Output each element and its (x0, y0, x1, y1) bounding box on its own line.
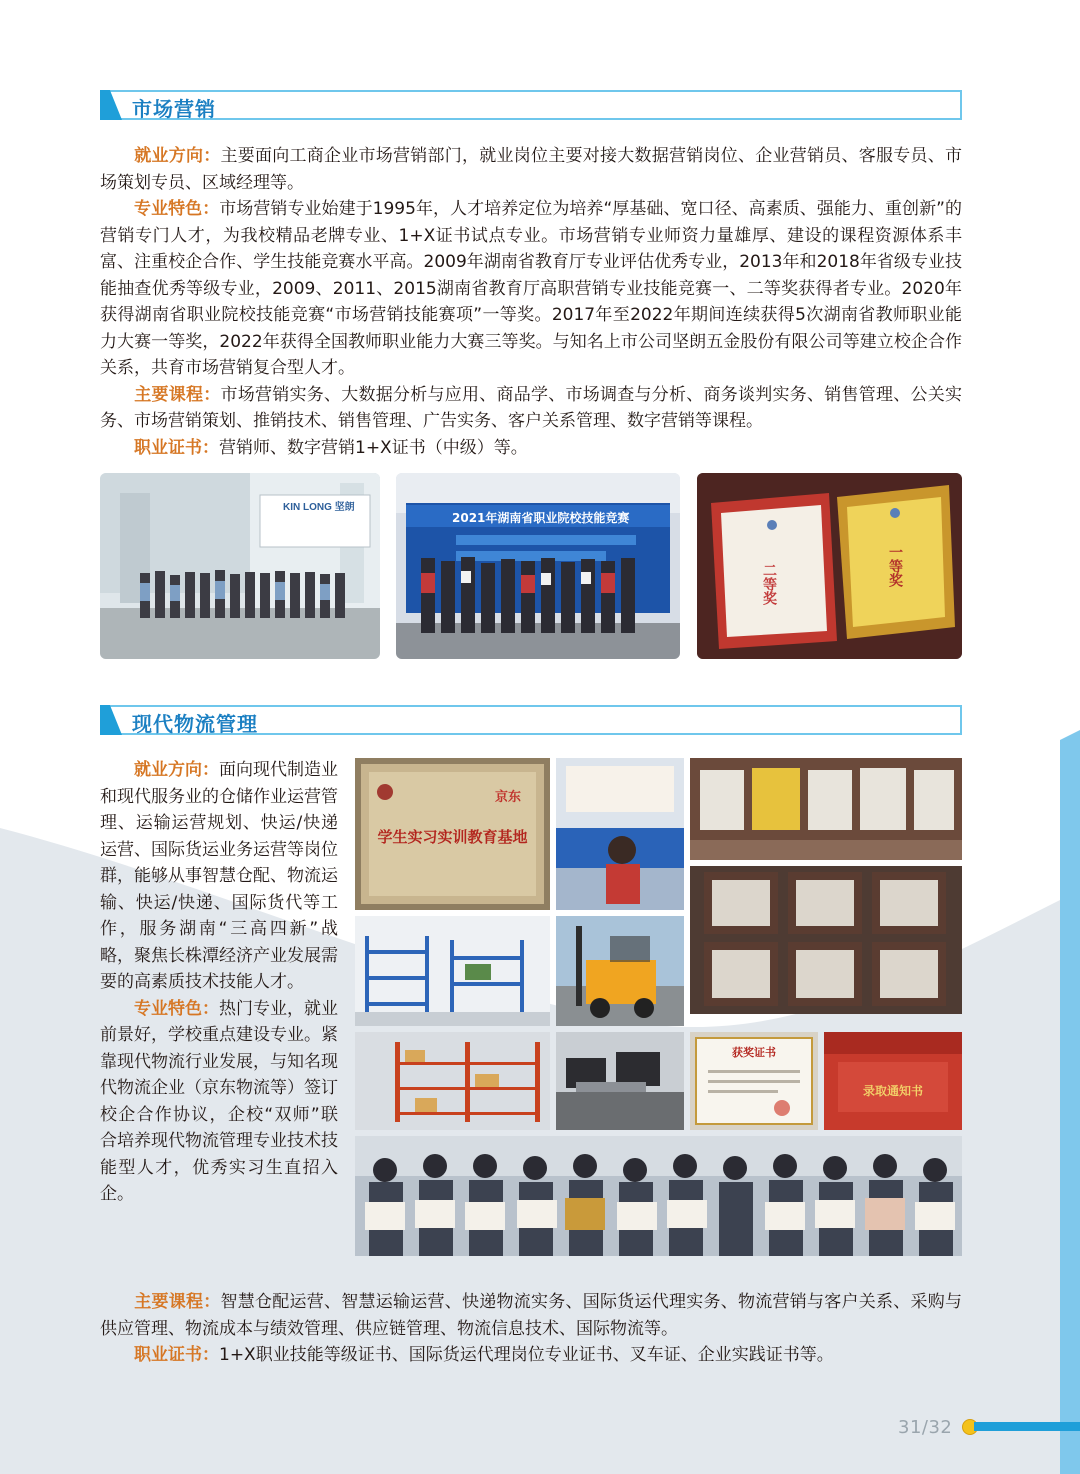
logistics-courses-text: 智慧仓配运营、智慧运输运营、快递物流实务、国际货运代理实务、物流营销与客户关系、采购与供应管理、物流成本与绩效管理、供应链管理、物流信息技术、国际物流等。 (100, 1292, 962, 1339)
photo-student-practice (556, 758, 684, 910)
photo-award-certificates (697, 473, 962, 659)
photo-admission-notice (824, 1032, 962, 1130)
header-accent (100, 90, 122, 120)
photo-computer-lab (556, 1032, 684, 1130)
logistics-cert-text: 1+X职业技能等级证书、国际货运代理岗位专业证书、叉车证、企业实践证书等。 (219, 1345, 834, 1365)
photo-warehouse-shelves (355, 916, 550, 1026)
photo-award-wall-top (690, 758, 962, 860)
admission-title: 录取通知书 (862, 1084, 923, 1098)
marketing-courses-text: 市场营销实务、大数据分析与应用、商品学、市场调查与分析、商务谈判实务、销售管理、公关实务、市场营销策划、推销技术、销售管理、广告实务、客户关系管理、数字营销等课程。 (100, 384, 962, 431)
photo-jd-plaque (355, 758, 550, 910)
photo-award-certificate (690, 1032, 818, 1130)
logistics-title: 现代物流管理 (132, 712, 258, 736)
page-footer (890, 1414, 1080, 1440)
marketing-cert-text: 营销师、数字营销1+X证书（中级）等。 (219, 437, 528, 458)
logistics-side-text (100, 757, 338, 1208)
logistics-employment-label: 就业方向： (134, 760, 219, 780)
photo3-cert-right-text: 一等奖 (887, 545, 903, 587)
marketing-section-header (100, 90, 962, 120)
page-number: 31/32 (898, 1417, 953, 1438)
plaque-brand: 京东 (495, 790, 522, 805)
photo-students-certificates (355, 1136, 962, 1256)
marketing-cert-label: 职业证书： (134, 437, 219, 458)
photo-warehouse-racks (355, 1032, 550, 1130)
marketing-features-text: 市场营销专业始建于1995年，人才培养定位为培养“厚基础、宽口径、高素质、强能力、重创新”的营销专门人才，为我校精品老牌专业、1+X证书试点专业。市场营销专业师资力量雄厚、建设的课程资源体系丰富、注重校企合作、学生技能竞赛水平高。2009年湖南省教育厅专业评估优秀专业，2013年和2018年省级专业技能抽查优秀等级专业，2009、2011、2015湖南省教育厅高职营销专业技能竞赛一、二等奖获得者专业。2020年获得湖南省职业院校技能竞赛“市场营销技能赛项”一等奖。2017年至2022年期间连续获得5次湖南省教师职业能力大赛一等奖，2022年获得全国教师职业能力大赛三等奖。与知名上市公司坚朗五金股份有限公司等建立校企合作关系，共育市场营销复合型人才。 (100, 199, 962, 378)
header-accent (100, 705, 122, 735)
marketing-title: 市场营销 (132, 97, 216, 121)
marketing-text (100, 143, 962, 461)
photo2-banner: 2021年湖南省职业院校技能竞赛 (452, 511, 630, 525)
logistics-bottom-text (100, 1289, 962, 1369)
logistics-cert-label: 职业证书： (134, 1345, 219, 1365)
award-cert-title: 获奖证书 (732, 1046, 776, 1059)
photo3-cert-left-text: 二等奖 (761, 563, 777, 605)
marketing-employment-text: 主要面向工商企业市场营销部门，就业岗位主要对接大数据营销岗位、企业营销员、客服专员、市场策划专员、区域经理等。 (100, 146, 962, 193)
logistics-courses-label: 主要课程： (134, 1292, 221, 1312)
marketing-courses-label: 主要课程： (134, 384, 221, 405)
photo1-sign: KIN LONG 坚朗 (283, 502, 355, 513)
page-bar (974, 1422, 1080, 1431)
logistics-features-label: 专业特色： (134, 998, 219, 1019)
logistics-employment-text: 面向现代制造业和现代服务业的仓储作业运营管理、运输运营规划、快运/快递运营、国际货运业务运营等岗位群，能够从事智慧仓配、物流运输、快运/快递、国际货代等工作，服务湖南“三高四新”战略，聚焦长株潭经济产业发展需要的高素质技术技能人才。 (100, 760, 338, 992)
photo-award-wall-bottom (690, 866, 962, 1014)
photo-company-visit (100, 473, 380, 659)
photo-forklift (556, 916, 684, 1026)
logistics-features-text: 热门专业，就业前景好，学校重点建设专业。紧靠现代物流行业发展，与知名现代物流企业（京东物流等）签订校企合作协议，企校“双师”联合培养现代物流管理专业技术技能型人才，优秀实习生直招入企。 (100, 998, 338, 1204)
plaque-text: 学生实习实训教育基地 (377, 828, 528, 846)
marketing-features-label: 专业特色： (134, 199, 220, 219)
marketing-employment-label: 就业方向： (134, 146, 221, 166)
photo-competition (396, 473, 680, 659)
logistics-section-header (100, 705, 962, 735)
